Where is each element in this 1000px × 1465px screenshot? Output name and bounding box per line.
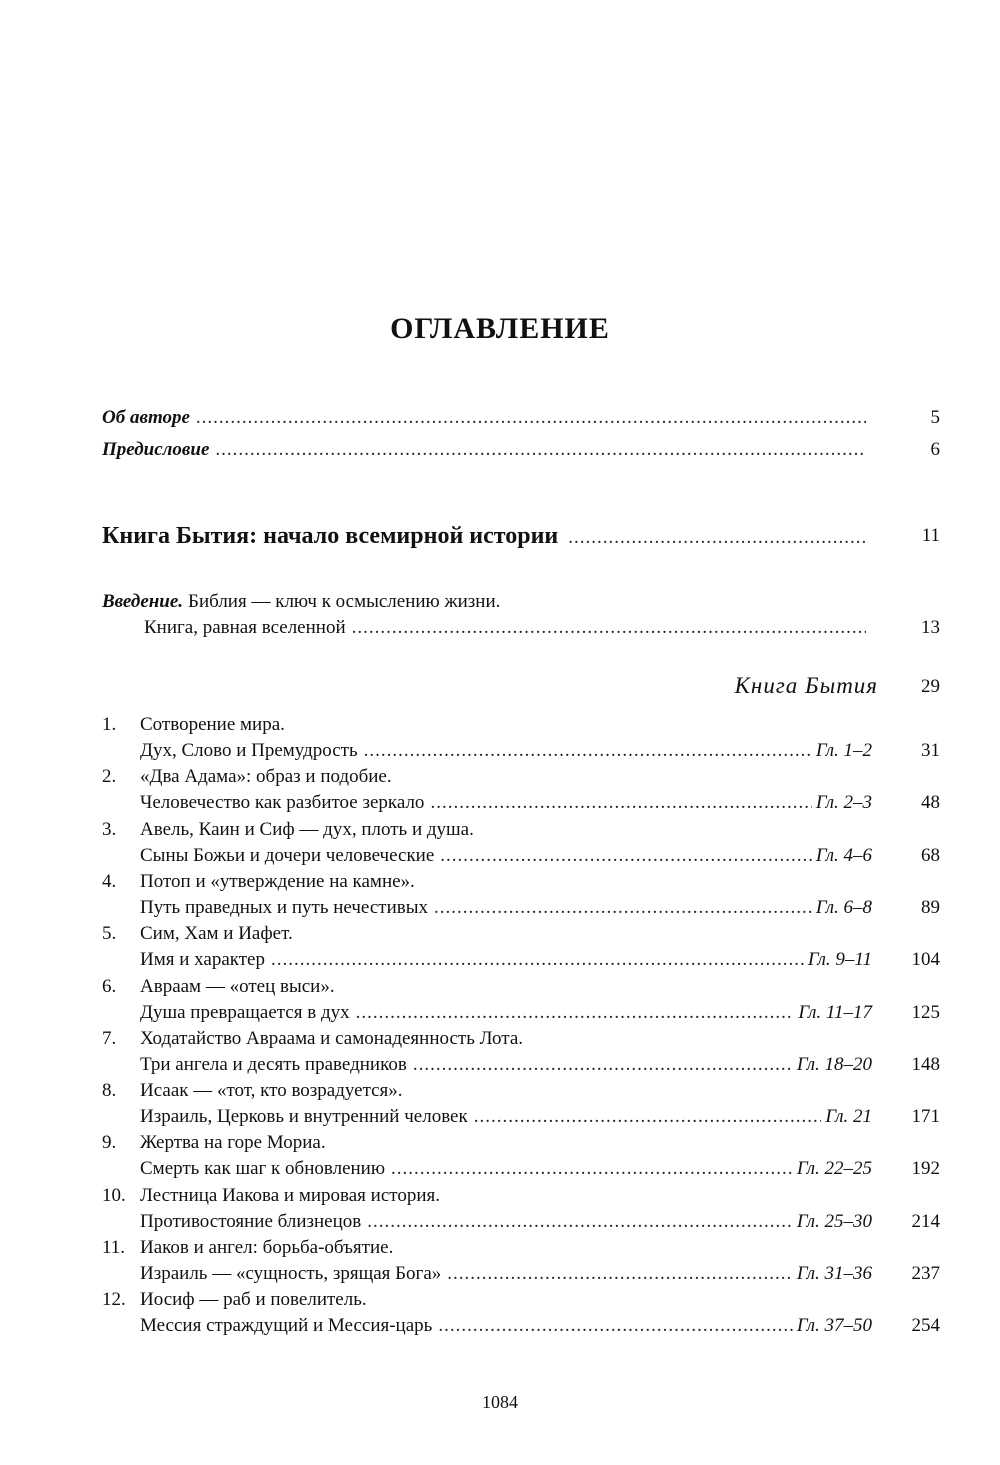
chapter-title-line2: Душа превращается в дух — [140, 1001, 350, 1023]
toc-chapter-entry[interactable] — [102, 1027, 940, 1077]
chapter-number: 1. — [102, 714, 117, 735]
chapter-number: 10. — [102, 1184, 126, 1206]
chapter-page: 214 — [911, 1210, 940, 1232]
chapter-title-line1: Сотворение мира. — [140, 714, 285, 735]
chapter-title-line2: Мессия страждущий и Мессия-царь — [140, 1315, 433, 1337]
chapter-page: 192 — [911, 1158, 940, 1180]
entry-page: 5 — [930, 407, 940, 428]
chapter-reference: Гл. 31–36 — [796, 1263, 872, 1284]
chapter-title-line1: Сим, Хам и Иафет. — [140, 923, 293, 945]
dot-leader — [356, 1001, 795, 1025]
chapter-reference: Гл. 22–25 — [796, 1158, 872, 1180]
toc-entry-preface[interactable] — [102, 438, 940, 462]
toc-entry-about-author[interactable] — [102, 406, 940, 430]
dot-leader — [391, 1157, 793, 1181]
entry-label: Об авторе — [102, 407, 190, 428]
chapter-number: 6. — [102, 975, 117, 997]
chapter-number: 12. — [102, 1289, 126, 1311]
chapter-title-line2: Сыны Божьи и дочери человеческие — [140, 844, 435, 866]
chapter-reference: Гл. 25–30 — [796, 1210, 872, 1232]
chapter-title-line2: Дух, Слово и Премудрость — [140, 740, 358, 761]
chapter-title-line1: Ходатайство Авраама и самонадеянность Лота. — [140, 1027, 524, 1049]
toc-chapter-entry[interactable] — [102, 1131, 940, 1181]
entry-page: 6 — [930, 439, 940, 460]
toc-chapter-entry[interactable] — [102, 1236, 940, 1286]
chapter-number: 4. — [102, 870, 117, 892]
dot-leader — [196, 406, 866, 430]
dot-leader — [271, 948, 804, 972]
chapter-reference: Гл. 9–11 — [807, 949, 872, 971]
chapter-reference: Гл. 37–50 — [796, 1315, 872, 1337]
toc-entry-book[interactable] — [102, 521, 940, 551]
section-page: 29 — [921, 676, 940, 697]
toc-chapter-entry[interactable] — [102, 975, 940, 1025]
dot-leader — [367, 1210, 793, 1234]
chapter-page: 125 — [911, 1001, 940, 1023]
intro-line2: Книга, равная вселенной — [144, 617, 346, 638]
toc-section-genesis[interactable] — [102, 673, 940, 703]
chapter-title-line1: Авраам — «отец выси». — [140, 975, 335, 997]
entry-page: 11 — [921, 525, 940, 546]
toc-chapter-entry[interactable] — [102, 870, 940, 920]
intro-line1: Библия — ключ к осмыслению жизни. — [188, 591, 501, 612]
chapter-number: 9. — [102, 1132, 117, 1154]
chapter-title-line1: Потоп и «утверждение на камне». — [140, 870, 415, 892]
intro-label: Введение. — [102, 591, 184, 612]
chapter-number: 2. — [102, 766, 117, 788]
dot-leader — [352, 616, 866, 640]
dot-leader — [440, 844, 812, 868]
toc-chapter-entry[interactable] — [102, 713, 940, 763]
dot-leader — [474, 1105, 822, 1129]
dot-leader — [447, 1262, 793, 1286]
dot-leader — [438, 1314, 793, 1338]
chapter-title-line1: Жертва на горе Мориа. — [140, 1132, 326, 1154]
entry-label: Предисловие — [102, 439, 210, 460]
chapter-title-line2: Смерть как шаг к обновлению — [140, 1158, 386, 1180]
chapter-number: 3. — [102, 818, 117, 840]
chapter-title-line1: Лестница Иакова и мировая история. — [140, 1184, 440, 1206]
chapter-title-line2: Израиль, Церковь и внутренний человек — [140, 1106, 468, 1128]
toc-chapter-entry[interactable] — [102, 818, 940, 868]
toc-chapter-entry[interactable] — [102, 922, 940, 972]
chapter-title-line2: Путь праведных и путь нечестивых — [140, 896, 428, 918]
dot-leader — [215, 438, 866, 462]
chapter-page: 237 — [911, 1263, 940, 1284]
toc-entry-introduction[interactable] — [102, 590, 940, 646]
chapter-page: 31 — [921, 740, 940, 761]
chapter-number: 11. — [102, 1237, 126, 1258]
chapter-title-line1: «Два Адама»: образ и подобие. — [140, 766, 392, 788]
dot-leader — [364, 739, 812, 763]
section-title: Книга Бытия — [734, 673, 878, 698]
chapter-reference: Гл. 2–3 — [815, 792, 872, 814]
chapter-page: 89 — [921, 896, 940, 918]
chapter-reference: Гл. 11–17 — [798, 1001, 872, 1023]
chapter-reference: Гл. 6–8 — [815, 896, 872, 918]
toc-chapter-entry[interactable] — [102, 1184, 940, 1234]
chapter-title-line1: Авель, Каин и Сиф — дух, плоть и душа. — [140, 818, 474, 840]
page-title: ОГЛАВЛЕНИЕ — [390, 312, 610, 345]
dot-leader — [568, 523, 866, 553]
dot-leader — [413, 1053, 793, 1077]
chapter-page: 254 — [911, 1315, 940, 1337]
toc-chapter-entry[interactable] — [102, 1079, 940, 1129]
dot-leader — [434, 896, 812, 920]
chapter-title-line1: Иаков и ангел: борьба-объятие. — [140, 1237, 394, 1258]
book-title: Книга Бытия: начало всемирной истории — [102, 523, 559, 549]
chapter-page: 68 — [921, 844, 940, 866]
chapter-page: 48 — [921, 792, 940, 814]
chapter-title-line2: Три ангела и десять праведников — [140, 1053, 407, 1075]
chapter-number: 7. — [102, 1027, 117, 1049]
toc-chapter-entry[interactable] — [102, 1288, 940, 1338]
entry-page: 13 — [921, 617, 940, 638]
chapter-number: 5. — [102, 923, 117, 945]
dot-leader — [430, 791, 811, 815]
chapter-title-line2: Имя и характер — [140, 949, 265, 971]
chapter-number: 8. — [102, 1080, 117, 1102]
toc-chapter-entry[interactable] — [102, 765, 940, 815]
chapter-page: 171 — [911, 1106, 940, 1128]
chapter-reference: Гл. 1–2 — [815, 740, 872, 761]
chapter-title-line1: Иосиф — раб и повелитель. — [140, 1289, 367, 1311]
chapter-page: 104 — [911, 949, 940, 971]
chapter-reference: Гл. 21 — [825, 1106, 872, 1128]
page-number: 1084 — [482, 1392, 518, 1412]
chapter-title-line1: Исаак — «тот, кто возрадуется». — [140, 1080, 403, 1102]
chapter-title-line2: Израиль — «сущность, зрящая Бога» — [140, 1263, 442, 1284]
chapter-title-line2: Противостояние близнецов — [140, 1210, 362, 1232]
chapter-reference: Гл. 18–20 — [796, 1053, 872, 1075]
chapter-page: 148 — [911, 1053, 940, 1075]
chapter-title-line2: Человечество как разбитое зеркало — [140, 792, 425, 814]
chapter-reference: Гл. 4–6 — [815, 844, 872, 866]
